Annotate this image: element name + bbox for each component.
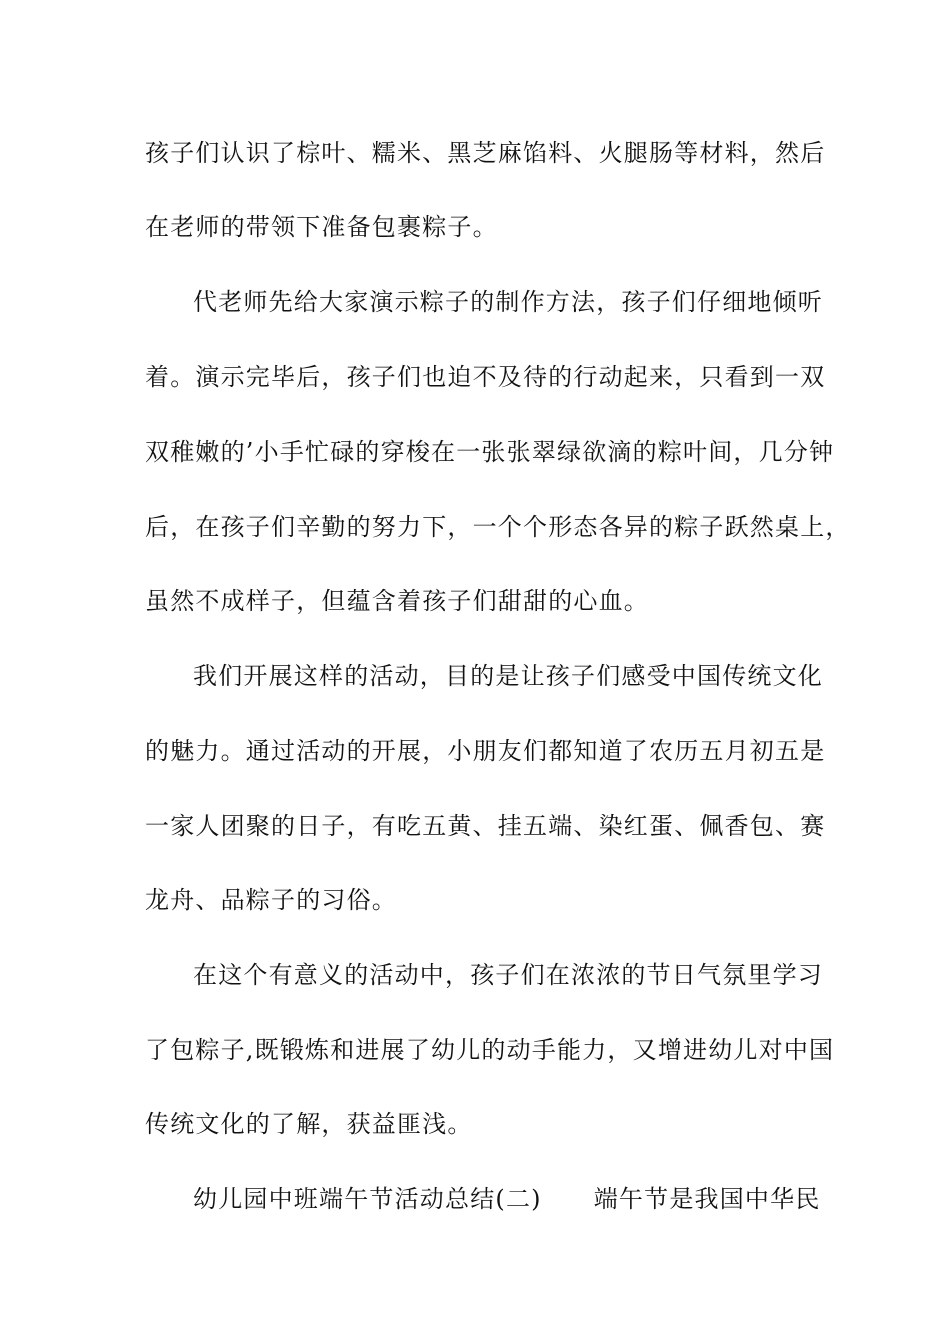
text-line: 双稚嫩的’小手忙碌的穿梭在一张张翠绿欲滴的粽叶间，几分钟 bbox=[145, 438, 835, 466]
paragraph-start-line: 我们开展这样的活动，目的是让孩子们感受中国传统文化 bbox=[193, 662, 823, 690]
text-line: 后，在孩子们辛勤的努力下，一个个形态各异的粽子跃然桌上， bbox=[145, 513, 851, 541]
paragraph-start-line: 在这个有意义的活动中，孩子们在浓浓的节日气氛里学习 bbox=[193, 961, 823, 989]
paragraph-start-line: 代老师先给大家演示粽子的制作方法，孩子们仔细地倾听 bbox=[193, 288, 823, 316]
text-line: 着。演示完毕后，孩子们也迫不及待的行动起来，只看到一双 bbox=[145, 363, 826, 391]
section-heading-line bbox=[193, 1179, 835, 1219]
text-line: 了包粽子,既锻炼和进展了幼儿的动手能力，又增进幼儿对中国 bbox=[145, 1036, 835, 1064]
text-line: 虽然不成样子，但蕴含着孩子们甜甜的心血。 bbox=[145, 587, 649, 615]
text-line: 传统文化的了解，获益匪浅。 bbox=[145, 1110, 473, 1138]
section-intro-text: 端午节是我国中华民 bbox=[593, 1185, 821, 1213]
section-title: 幼儿园中班端午节活动总结(二) bbox=[193, 1185, 542, 1213]
text-line: 一家人团聚的日子，有吃五黄、挂五端、染红蛋、佩香包、赛 bbox=[145, 812, 826, 840]
text-line: 在老师的带领下准备包裹粽子。 bbox=[145, 213, 498, 241]
text-line: 龙舟、品粽子的习俗。 bbox=[145, 886, 397, 914]
text-line: 的魅力。通过活动的开展，小朋友们都知道了农历五月初五是 bbox=[145, 737, 826, 765]
text-line: 孩子们认识了棕叶、糯米、黑芝麻馅料、火腿肠等材料，然后 bbox=[145, 139, 826, 167]
